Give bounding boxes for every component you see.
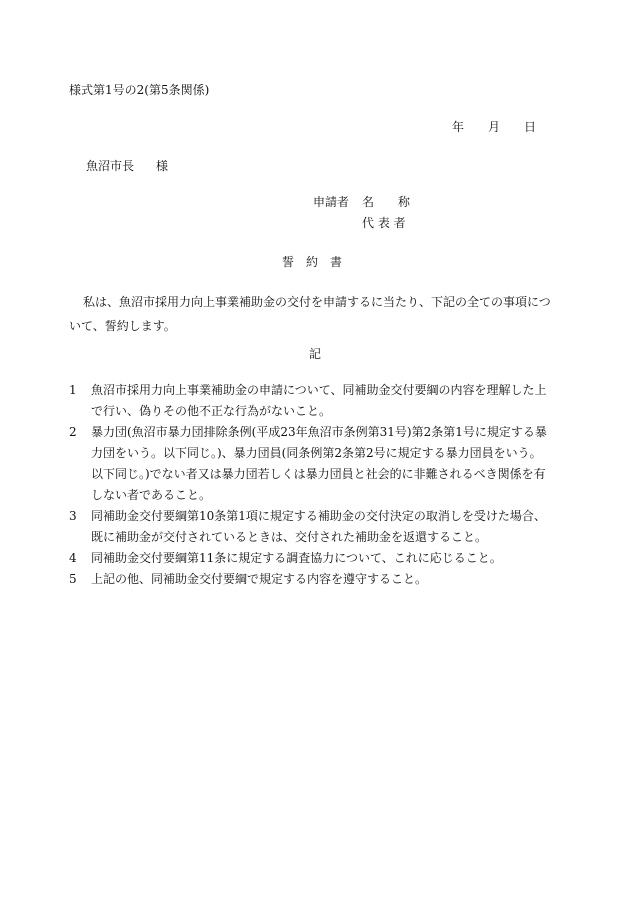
document-title: 誓約書 — [281, 255, 354, 269]
applicant-representative-label: 代 表 者 — [362, 216, 406, 230]
applicant-name-row — [313, 196, 410, 217]
list-item — [69, 569, 553, 590]
item-number: 3 — [69, 509, 77, 523]
item-text: 同補助金交付要綱第10条第1項に規定する補助金の交付決定の取消しを受けた場合、既に補助金が交付されているときは、交付された補助金を返還すること。 — [91, 509, 546, 544]
item-number: 1 — [69, 383, 77, 397]
item-number: 4 — [69, 551, 77, 565]
list-item — [69, 380, 553, 422]
body-paragraph: 私は、魚沼市採用力向上事業補助金の交付を申請するに当たり、下記の全ての事項について、誓約します。 — [69, 295, 551, 333]
applicant-block — [313, 196, 410, 238]
date-month-label: 月 — [488, 120, 501, 134]
item-number: 5 — [69, 572, 77, 586]
item-number: 2 — [69, 425, 77, 439]
item-text: 暴力団(魚沼市暴力団排除条例(平成23年魚沼市条例第31号)第2条第1号に規定する暴力団をいう。以下同じ。)、暴力団員(同条例第2条第2号に規定する暴力団員をいう。以下同じ。)でない者又は暴力団若しくは暴力団員と社会的に非難されるべき関係を有しない者であること。 — [91, 425, 547, 502]
item-text: 同補助金交付要綱第11条に規定する調査協力について、これに応じること。 — [91, 551, 502, 565]
recipient-honorific: 様 — [156, 159, 169, 173]
list-item — [69, 548, 553, 569]
applicant-name-label: 名 称 — [362, 195, 411, 209]
list-item — [69, 506, 553, 548]
pledge-items-list — [69, 380, 553, 590]
ki-heading: 記 — [308, 347, 321, 361]
date-line — [452, 121, 536, 133]
form-number: 様式第1号の2(第5条関係) — [69, 83, 210, 97]
list-item — [69, 422, 553, 506]
item-text: 魚沼市採用力向上事業補助金の申請について、同補助金交付要綱の内容を理解した上で行い、偽りその他不正な行為がないこと。 — [91, 383, 547, 418]
recipient — [86, 160, 168, 172]
date-day-label: 日 — [524, 120, 537, 134]
applicant-representative-row — [313, 217, 410, 238]
applicant-label: 申請者 — [313, 195, 350, 209]
date-year-label: 年 — [452, 120, 465, 134]
item-text: 上記の他、同補助金交付要綱で規定する内容を遵守すること。 — [91, 572, 428, 586]
recipient-name: 魚沼市長 — [86, 159, 135, 173]
